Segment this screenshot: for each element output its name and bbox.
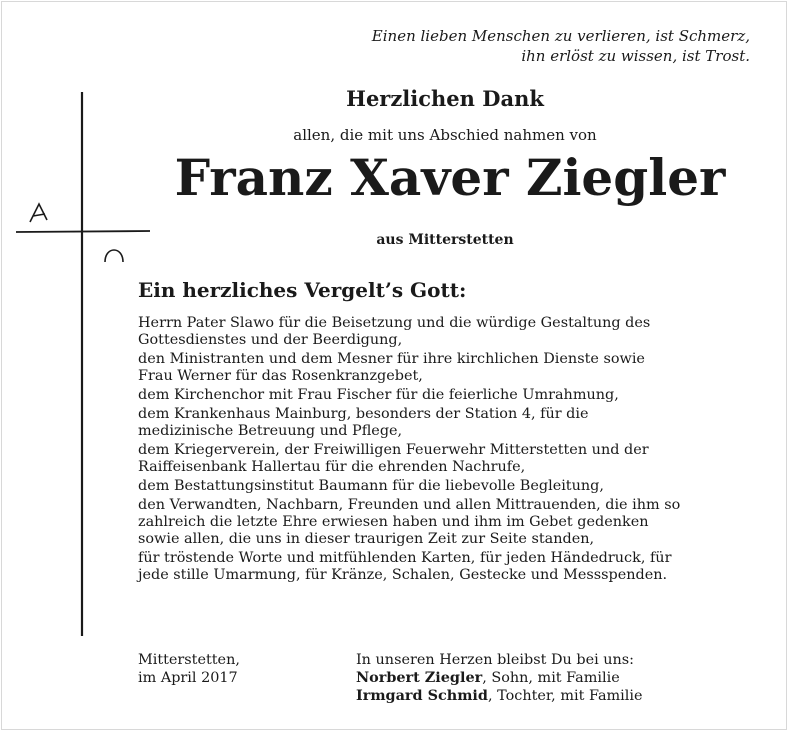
thanks-entry [138, 478, 770, 495]
motto-line-2: ihn erlöst zu wissen, ist Trost. [521, 47, 750, 65]
signer-relation: , Sohn, mit Familie [482, 670, 620, 686]
thanks-entry [138, 315, 770, 349]
thanks-entry [138, 387, 770, 404]
thanks-entry-line: Herrn Pater Slawo für die Beisetzung und die würdige Gestaltung des [138, 315, 651, 331]
thanks-entry-line: dem Krankenhaus Mainburg, besonders der Station 4, für die [138, 406, 589, 422]
thanks-entry-line: sowie allen, die uns in dieser traurigen Zeit zur Seite standen, [138, 531, 595, 547]
thanks-entry-line: Frau Werner für das Rosenkranzgebet, [138, 368, 423, 384]
signer-row [356, 687, 643, 705]
thanks-entry-line: dem Kriegerverein, der Freiwilligen Feuerwehr Mitterstetten und der [138, 442, 649, 458]
thanks-entry-line: zahlreich die letzte Ehre erwiesen haben und ihm im Gebet gedenken [138, 514, 649, 530]
date: im April 2017 [138, 670, 238, 686]
thanks-entry [138, 550, 770, 584]
origin: aus Mitterstetten [376, 232, 514, 248]
thanks-entry [138, 351, 770, 385]
thanks-entry-line: Gottesdienstes und der Beerdigung, [138, 332, 403, 348]
omega-icon [105, 250, 123, 262]
closing [356, 651, 643, 705]
deceased-name: Franz Xaver Ziegler [174, 148, 726, 207]
signer-name: Norbert Ziegler [356, 669, 483, 686]
signer-relation: , Tochter, mit Familie [487, 688, 643, 704]
motto [230, 26, 750, 66]
thanks-entry [138, 406, 770, 440]
alpha-icon [30, 204, 47, 222]
thanks-entry [138, 442, 770, 476]
thanks-entry-line: dem Bestattungsinstitut Baumann für die liebevolle Begleitung, [138, 478, 604, 494]
thanks-subtitle: allen, die mit uns Abschied nahmen von [293, 126, 597, 144]
thanks-entry-line: jede stille Umarmung, für Kränze, Schalen, Gestecke und Messspenden. [138, 567, 668, 583]
signer-name: Irmgard Schmid [356, 687, 488, 704]
thanks-entry-line: medizinische Betreuung und Pflege, [138, 423, 403, 439]
closing-line: In unseren Herzen bleibst Du bei uns: [356, 652, 635, 668]
section-heading: Ein herzliches Vergelt’s Gott: [138, 278, 467, 302]
thanks-entry-line: für tröstende Worte und mitfühlenden Karten, für jeden Händedruck, für [138, 550, 672, 566]
thanks-heading: Herzlichen Dank [346, 86, 544, 111]
thanks-list [138, 315, 770, 586]
motto-line-1: Einen lieben Menschen zu verlieren, ist Schmerz, [371, 27, 750, 45]
place-date [138, 651, 240, 687]
thanks-entry [138, 497, 770, 548]
signer-row [356, 669, 643, 687]
thanks-entry-line: dem Kirchenchor mit Frau Fischer für die feierliche Umrahmung, [138, 387, 619, 403]
place: Mitterstetten, [138, 652, 240, 668]
thanks-entry-line: den Verwandten, Nachbarn, Freunden und allen Mittrauenden, die ihm so [138, 497, 681, 513]
thanks-entry-line: Raiffeisenbank Hallertau für die ehrenden Nachrufe, [138, 459, 526, 475]
thanks-entry-line: den Ministranten und dem Mesner für ihre kirchlichen Dienste sowie [138, 351, 645, 367]
